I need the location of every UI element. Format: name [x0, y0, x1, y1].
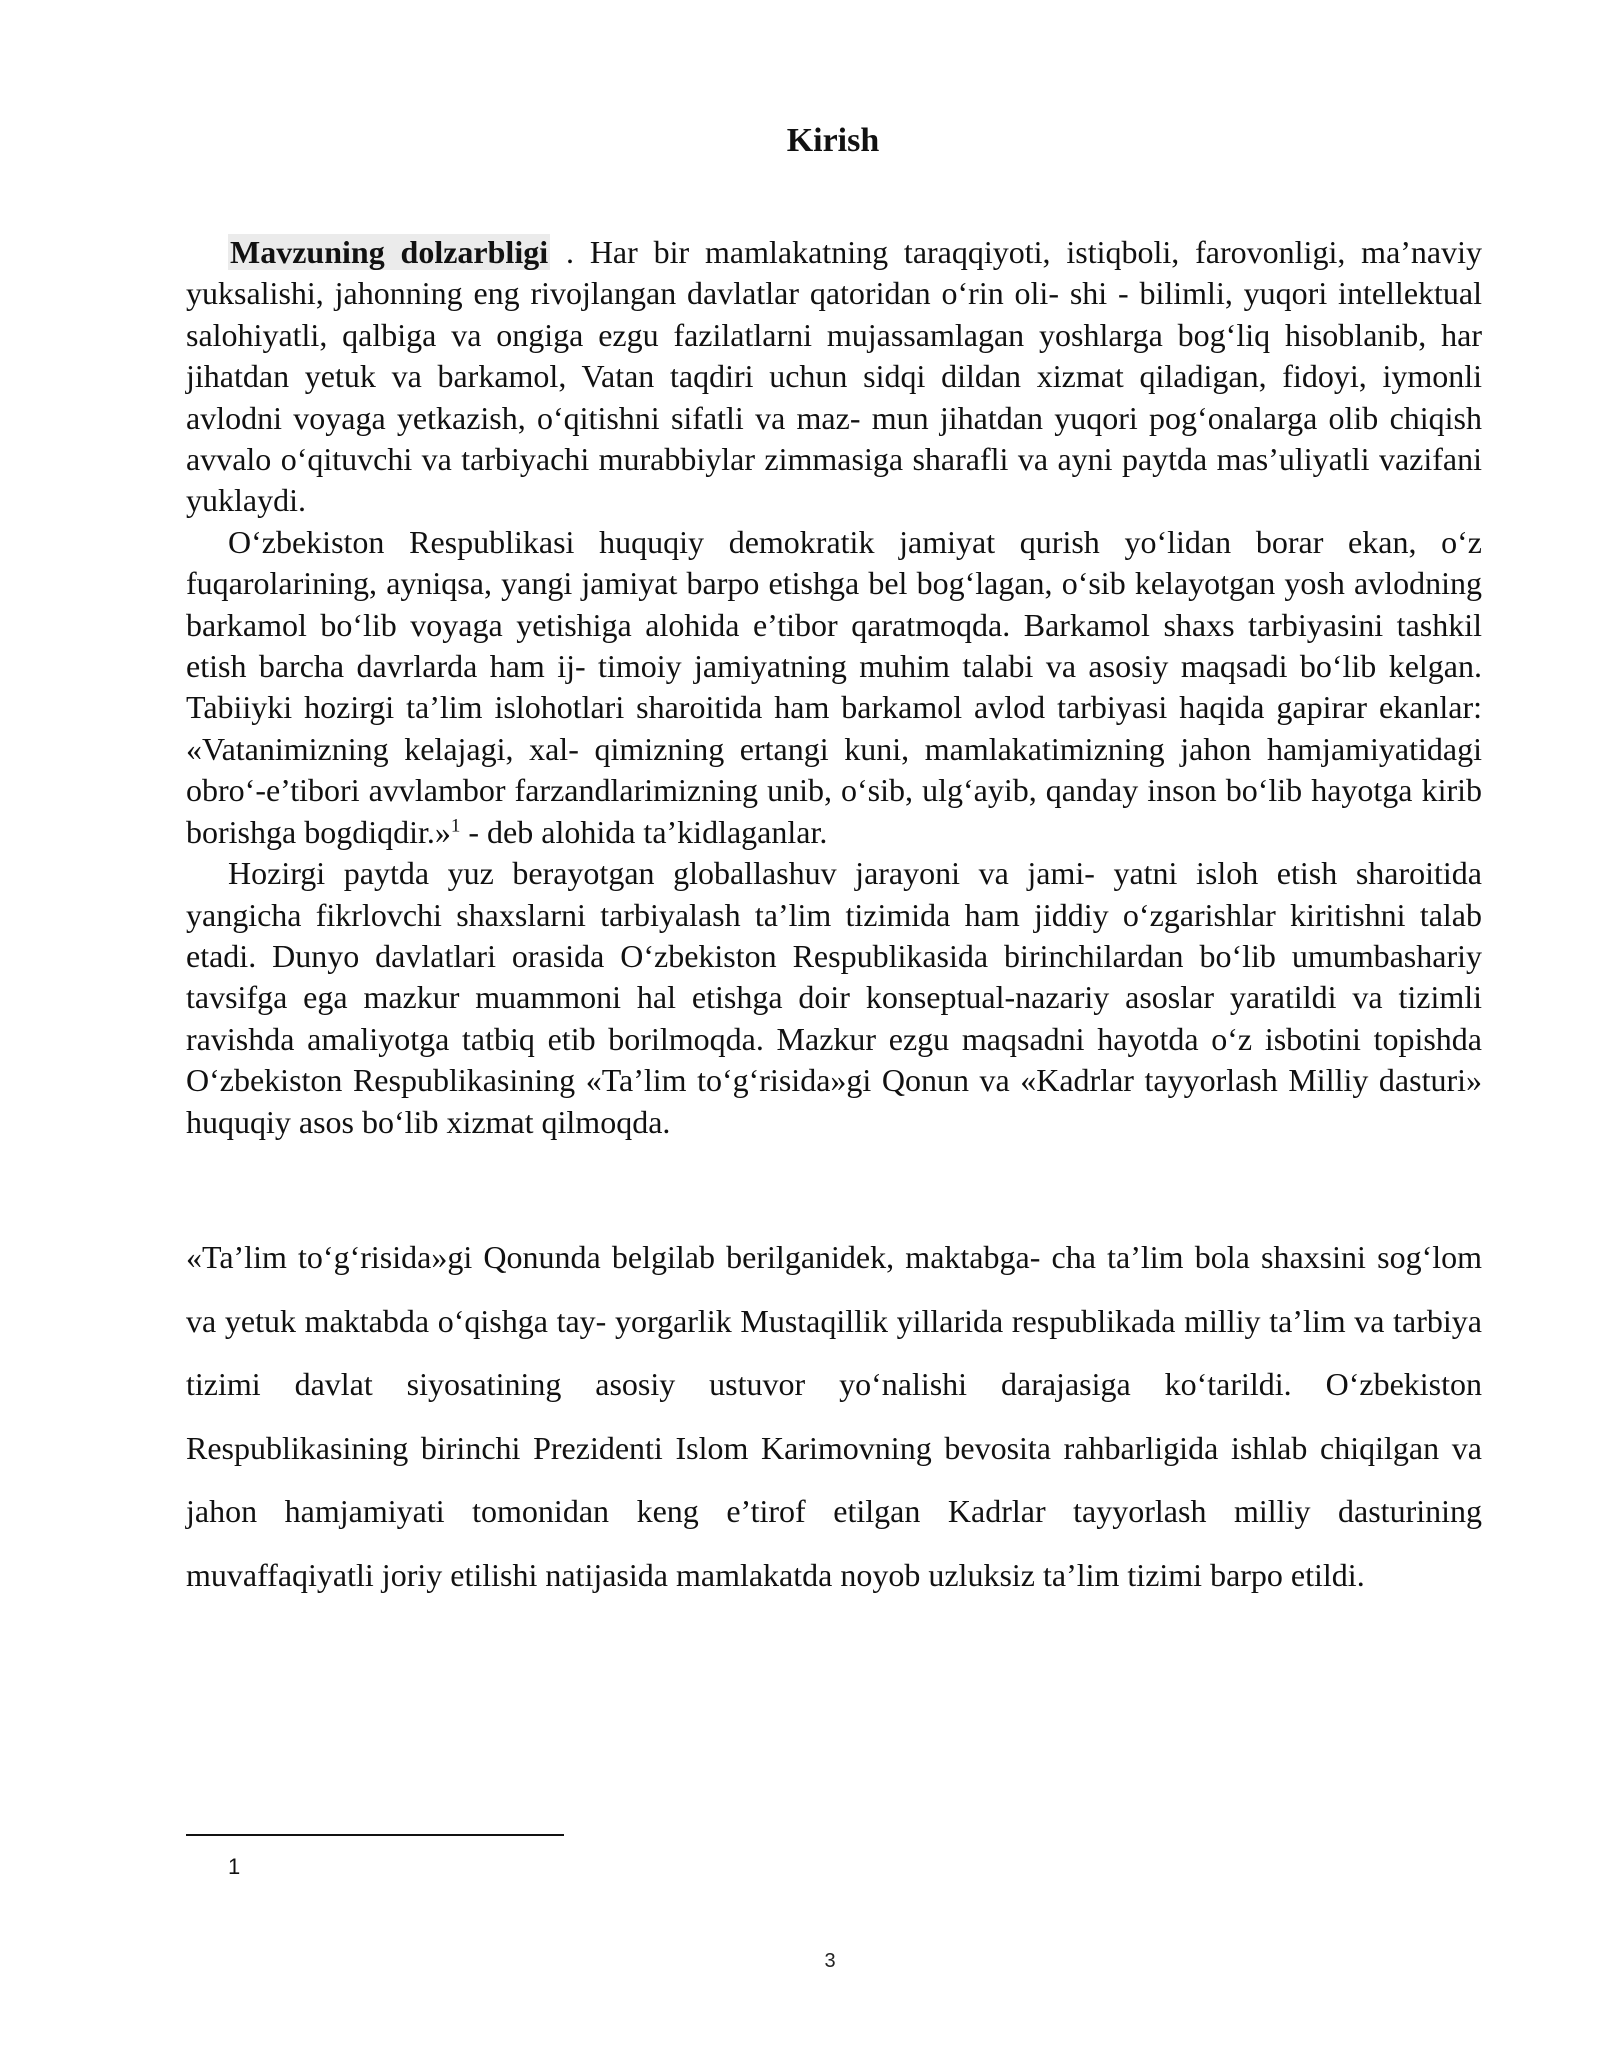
footnote-number: 1: [228, 1854, 241, 1879]
page-title: Kirish: [786, 122, 880, 159]
body-block-education-law: [186, 1226, 1482, 1608]
footnote-reference[interactable]: 1: [450, 815, 461, 837]
paragraph-relevance: [186, 232, 1482, 522]
paragraph-globalization: [186, 853, 1482, 1143]
term-separator: .: [550, 234, 590, 270]
paragraph-uzbekistan-tail: - deb alohida ta’kidlaganlar.: [460, 813, 828, 850]
paragraph-uzbekistan-text: O‘zbekiston Respublikasi huquqiy demokratik jamiyat qurish yo‘lidan borar ekan, o‘z fuqarolarining, ayniqsa, yangi jamiyat barpo etishga bel bog‘lagan, o‘sib kelayotgan yosh avlodning barkamol bo‘lib voyaga yetishiga alohida e’tibor qaratmoqda. Barkamol shaxs tarbiyasini tashkil etish barcha davrlarda ham ij- timoiy jamiyatning muhim talabi va asosiy maqsadi bo‘lib kelgan. Tabiiyki hozirgi ta’lim islohotlari sharoitida ham barkamol avlod tarbiyasi haqida gapirar ekanlar: «Vatanimizning kelajagi, xal- qimizning ertangi kuni, mamlakatimizning jahon hamjamiyatidagi obro‘-e’tibori avvlambor farzandlarimizning unib, o‘sib, ulg‘ayib, qanday inson bo‘lib hayotga kirib borishga bogdiqdir.»: [186, 523, 1482, 850]
paragraph-globalization-text: Hozirgi paytda yuz berayotgan globallashuv jarayoni va jami- yatni isloh etish sharoitida yangicha fikrlovchi shaxslarni tarbiyalash ta’lim tizimida ham jiddiy o‘zgarishlar kiritishni talab etadi. Dunyo davlatlari orasida O‘zbekiston Respublikasida birinchilardan bo‘lib umumbashariy tavsifga ega mazkur muammoni hal etishga doir konseptual-nazariy asoslar yaratildi va tizimli ravishda amaliyotga tatbiq etib borilmoqda. Mazkur ezgu maqsadni hayotda o‘z isbotini topishda O‘zbekiston Respublikasining «Ta’lim to‘g‘risida»gi Qonun va «Kadrlar tayyorlash Milliy dasturi» huquqiy asos bo‘lib xizmat qilmoqda.: [186, 855, 1482, 1140]
body-block-intro: [186, 232, 1482, 1143]
footnote-separator: [186, 1834, 564, 1836]
paragraph-education-law-text: «Ta’lim to‘g‘risida»gi Qonunda belgilab berilganidek, maktabga- cha ta’lim bola shaxsini sog‘lom va yetuk maktabda o‘qishga tay- yorgarlik Mustaqillik yillarida respublikada milliy ta’lim va tarbiya tizimi davlat siyosatining asosiy ustuvor yo‘nalishi darajasiga ko‘tarildi. O‘zbekiston Respublikasining birinchi Prezidenti Islom Karimovning bevosita rahbarligida ishlab chiqilgan va jahon hamjamiyati tomonidan keng e’tirof etilgan Kadrlar tayyorlash milliy dasturining muvaffaqiyatli joriy etilishi natijasida mamlakatda noyob uzluksiz ta’lim tizimi barpo etildi.: [186, 1239, 1482, 1593]
paragraph-uzbekistan: [186, 522, 1482, 853]
paragraph-relevance-text: Har bir mamlakatning taraqqiyoti, istiqboli, farovonligi, ma’naviy yuksalishi, jahonning eng rivojlangan davlatlar qatoridan o‘rin oli- shi - bilimli, yuqori intellektual salohiyatli, qalbiga va ongiga ezgu fazilatlarni mujassamlagan yoshlarga bog‘liq hisoblanib, har jihatdan yetuk va barkamol, Vatan taqdiri uchun sidqi dildan xizmat qiladigan, fidoyi, iymonli avlodni voyaga yetkazish, o‘qitishni sifatli va maz- mun jihatdan yuqori pog‘onalarga olib chiqish avvalo o‘qituvchi va tarbiyachi murabbiylar zimmasiga sharafli va ayni paytda mas’uliyatli vazifani yuklaydi.: [186, 234, 1483, 519]
paragraph-education-law: [186, 1226, 1482, 1608]
page-number: 3: [824, 1950, 836, 1972]
relevance-term: Mavzuning dolzarbligi: [230, 234, 549, 270]
